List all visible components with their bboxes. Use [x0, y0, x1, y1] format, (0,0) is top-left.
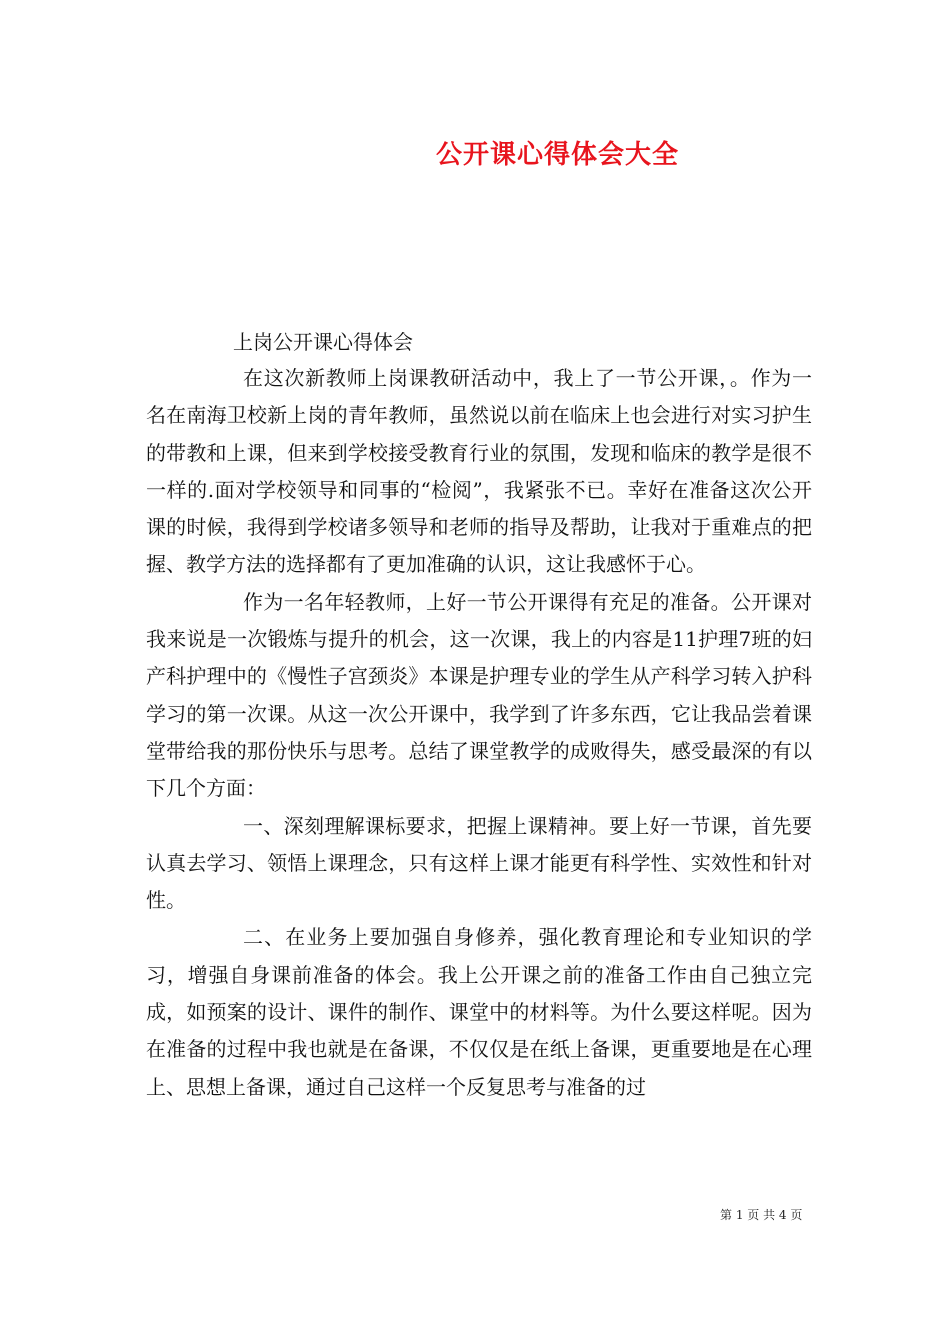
document-title: 公开课心得体会大全: [435, 140, 679, 170]
section-subtitle: 上岗公开课心得体会: [233, 330, 413, 354]
body-text: [146, 360, 812, 1106]
paragraph-4: 二、在业务上要加强自身修养，强化教育理论和专业知识的学习，增强自身课前准备的体会。我上公开课之前的准备工作由自己独立完成，如预案的设计、课件的制作、课堂中的材料等。为什么要这样呢。因为在准备的过程中我也就是在备课，不仅仅是在纸上备课，更重要地是在心理上、思想上备课，通过自己这样一个反复思考与准备的过: [146, 925, 812, 1099]
page-number-footer: 第 1 页 共 4 页: [720, 1208, 803, 1222]
paragraph-2: 作为一名年轻教师，上好一节公开课得有充足的准备。公开课对我来说是一次锻炼与提升的机会，这一次课，我上的内容是11护理7班的妇产科护理中的《慢性子宫颈炎》本课是护理专业的学生从产科学习转入护科学习的第一次课。从这一次公开课中，我学到了许多东西，它让我品尝着课堂带给我的那份快乐与思考。总结了课堂教学的成败得失，感受最深的有以下几个方面：: [146, 589, 812, 801]
paragraph-1: 在这次新教师上岗课教研活动中，我上了一节公开课，。作为一名在南海卫校新上岗的青年教师，虽然说以前在临床上也会进行对实习护生的带教和上课，但来到学校接受教育行业的氛围，发现和临床的教学是很不一样的.面对学校领导和同事的“检阅”，我紧张不已。幸好在准备这次公开课的时候，我得到学校诸多领导和老师的指导及帮助，让我对于重难点的把握、教学方法的选择都有了更加准确的认识，这让我感怀于心。: [146, 366, 812, 577]
paragraph-3: 一、深刻理解课标要求，把握上课精神。要上好一节课，首先要认真去学习、领悟上课理念，只有这样上课才能更有科学性、实效性和针对性。: [146, 813, 812, 913]
